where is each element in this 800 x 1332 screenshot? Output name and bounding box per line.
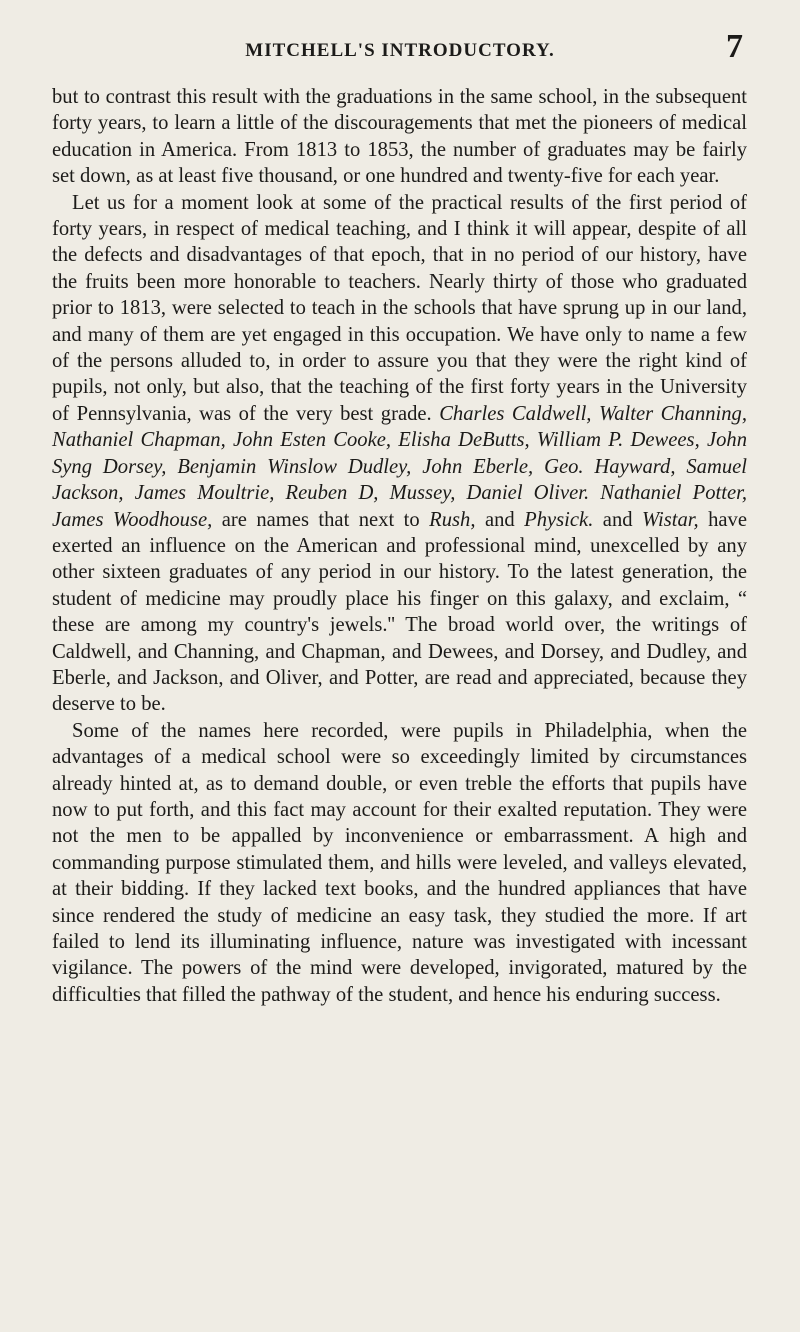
running-head: MITCHELL'S INTRODUCTORY. [245, 40, 555, 61]
paragraph-continuation [52, 84, 747, 190]
text-run: Let us for a moment look at some of the practical results of the first period of forty years, in respect of medical teaching, and I think it will appear, despite of all the defects and disadvantages of that epoch, that in no period of our history, have the fruits been more honorable to teachers. Nearly thirty of those who graduated prior to 1813, were selected to teach in the schools that have sprung up in our land, and many of them are yet engaged in this occupation. We have only to name a few of the persons alluded to, in order to assure you that they were the right kind of pupils, not only, but also, that the teaching of the first forty years in the University of Pennsylvania, was of the very best grade. [52, 191, 747, 425]
paragraph-graduates [52, 190, 747, 718]
italic-run: Physick. [524, 508, 594, 531]
page-number: 7 [726, 28, 743, 65]
italic-run: Charles Caldwell, Walter Channing, Nathaniel Chapman, John Esten Cooke, Elisha DeButts, William P. Dewees, John Syng Dorsey, Benjamin Winslow Dudley, John Eberle, Geo. Hayward, Samuel Jackson, James Moultrie, Reuben D, Mussey, Daniel Oliver. Nathaniel Potter, James Woodhouse, [52, 402, 748, 531]
page-header [0, 26, 800, 66]
italic-run: Wistar, [642, 508, 699, 531]
text-run: and [593, 508, 642, 531]
paragraph-pupils [52, 718, 747, 1008]
text-run: but to contrast this result with the graduations in the same school, in the subsequent forty years, to learn a little of the discouragements that met the pioneers of medical education in America. From 1813 to 1853, the number of graduates may be fairly set down, as at least five thousand, or one hundred and twenty-five for each year. [52, 86, 747, 188]
text-run: are names that next to [212, 508, 430, 531]
text-run: have exerted an influence on the American and professional mind, unexcelled by any other sixteen graduates of any period in our history. To the latest generation, the student of medicine may proudly place his finger on this galaxy, and exclaim, “ these are among my country's jewels.'' The broad world over, the writings of Caldwell, and Channing, and Chapman, and Dewees, and Dorsey, and Dudley, and Eberle, and Jackson, and Oliver, and Potter, are read and appreciated, because they deserve to be. [52, 508, 747, 716]
italic-run: Rush, [429, 508, 476, 531]
body-text [52, 84, 747, 1008]
text-run: Some of the names here recorded, were pupils in Philadelphia, when the advantages of a medical school were so exceedingly limited by circumstances already hinted at, as to demand double, or even treble the efforts that pupils have now to put forth, and this fact may account for their exalted reputation. They were not the men to be appalled by inconvenience or embarrassment. A high and commanding purpose stimulated them, and hills were leveled, and valleys elevated, at their bidding. If they lacked text books, and the hundred appliances that have since rendered the study of medicine an easy task, they studied the more. If art failed to lend its illuminating influence, nature was investigated with incessant vigilance. The powers of the mind were developed, invigorated, matured by the difficulties that filled the pathway of the student, and hence his enduring success. [52, 719, 747, 1006]
text-run: and [475, 508, 525, 531]
